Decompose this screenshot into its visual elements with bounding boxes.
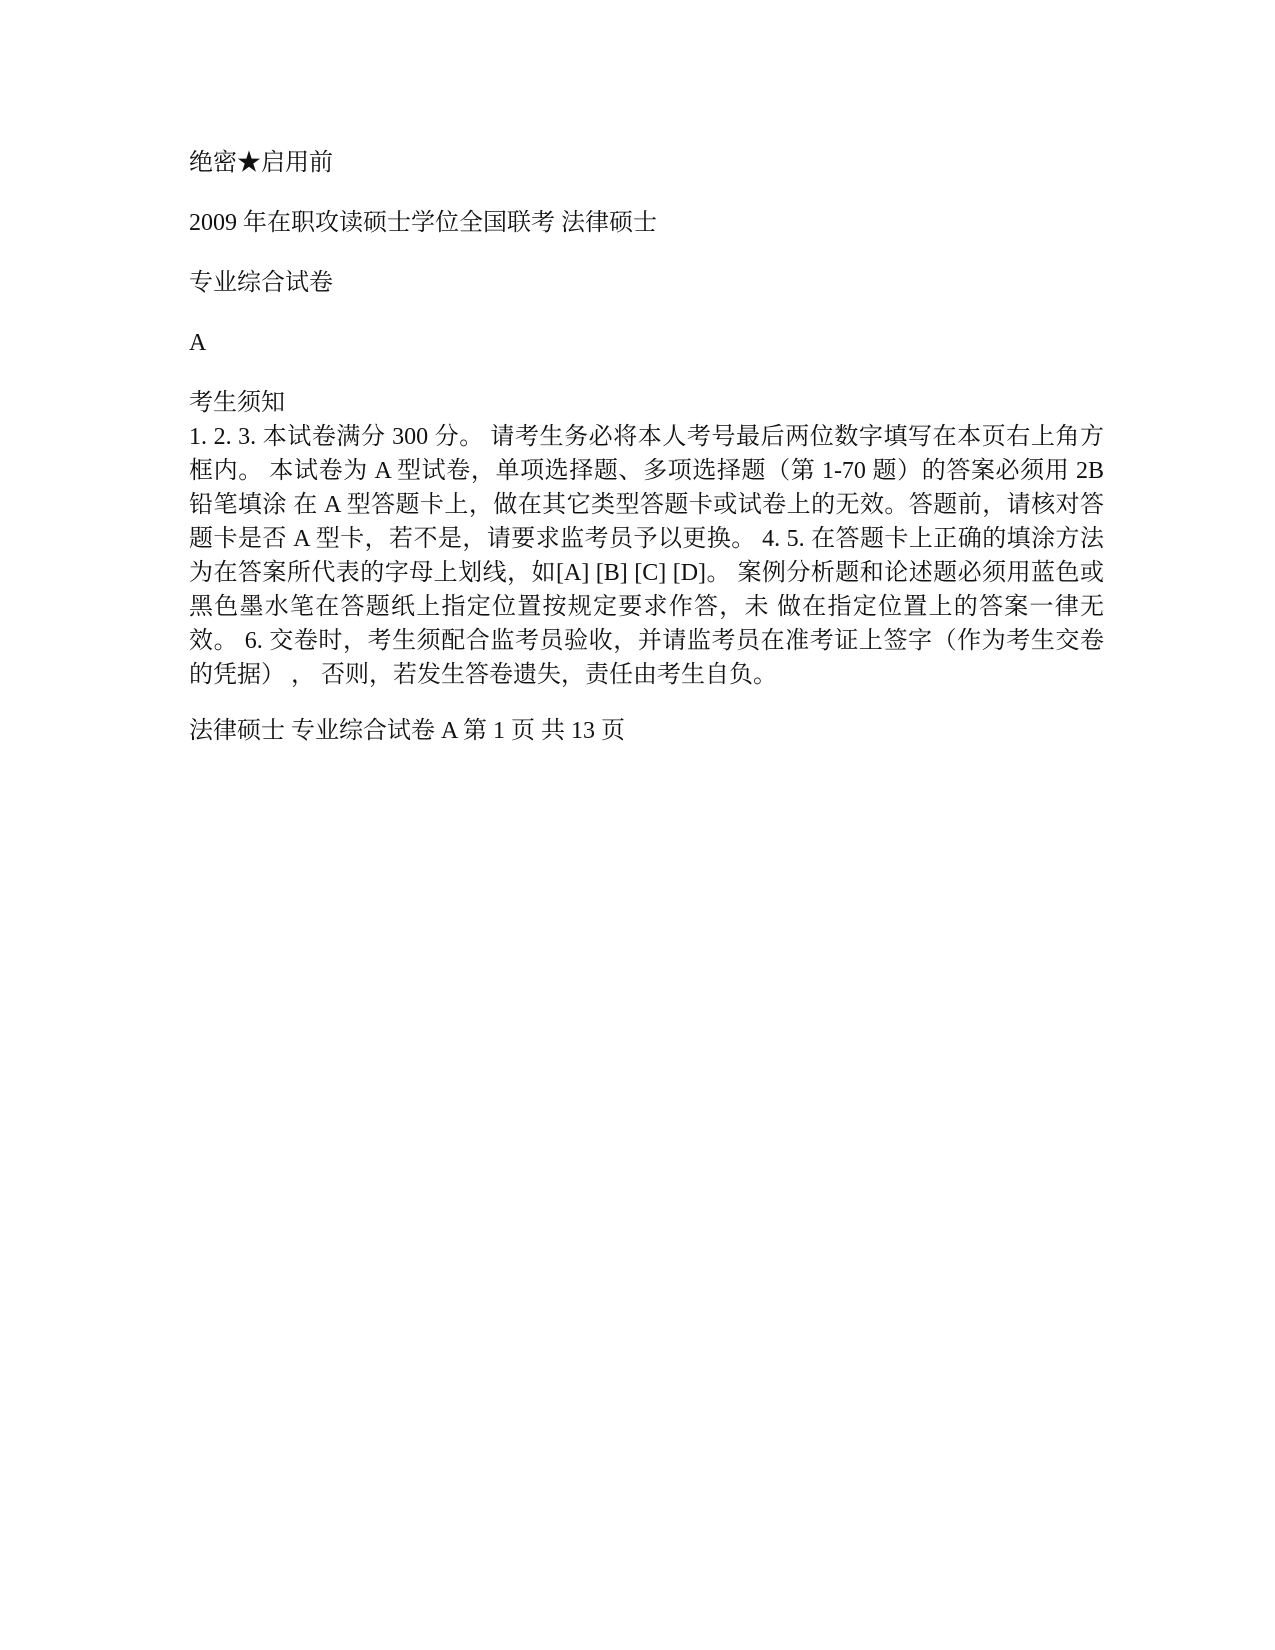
- confidential-mark: 绝密★启用前: [189, 150, 333, 176]
- paper-name: 专业综合试卷: [189, 270, 333, 296]
- exam-title: 2009 年在职攻读硕士学位全国联考 法律硕士: [189, 210, 657, 236]
- page-footer: 法律硕士 专业综合试卷 A 第 1 页 共 13 页: [189, 718, 626, 744]
- document-content: [189, 146, 1109, 748]
- notice-text: 1. 2. 3. 本试卷满分 300 分。 请考生务必将本人考号最后两位数字填写在本页右上角方框内。 本试卷为 A 型试卷，单项选择题、多项选择题（第 1-70 题）的答案必须用 2B 铅笔填涂 在 A 型答题卡上，做在其它类型答题卡或试卷上的无效。答题前，请核对答题卡是否 A 型卡，若不是，请要求监考员予以更换。 4. 5. 在答题卡上正确的填涂方法为在答案所代表的字母上划线，如[A] [B] [C] [D]。 案例分析题和论述题必须用蓝色或黑色墨水笔在答题纸上指定位置按规定要求作答，未 做在指定位置上的答案一律无效。 6. 交卷时，考生须配合监考员验收，并请监考员在准考证上签字（作为考生交卷的凭据） ， 否则，若发生答卷遗失，责任由考生自负。: [189, 424, 1104, 688]
- notice-heading: 考生须知: [189, 390, 285, 416]
- paper-version: A: [189, 330, 207, 356]
